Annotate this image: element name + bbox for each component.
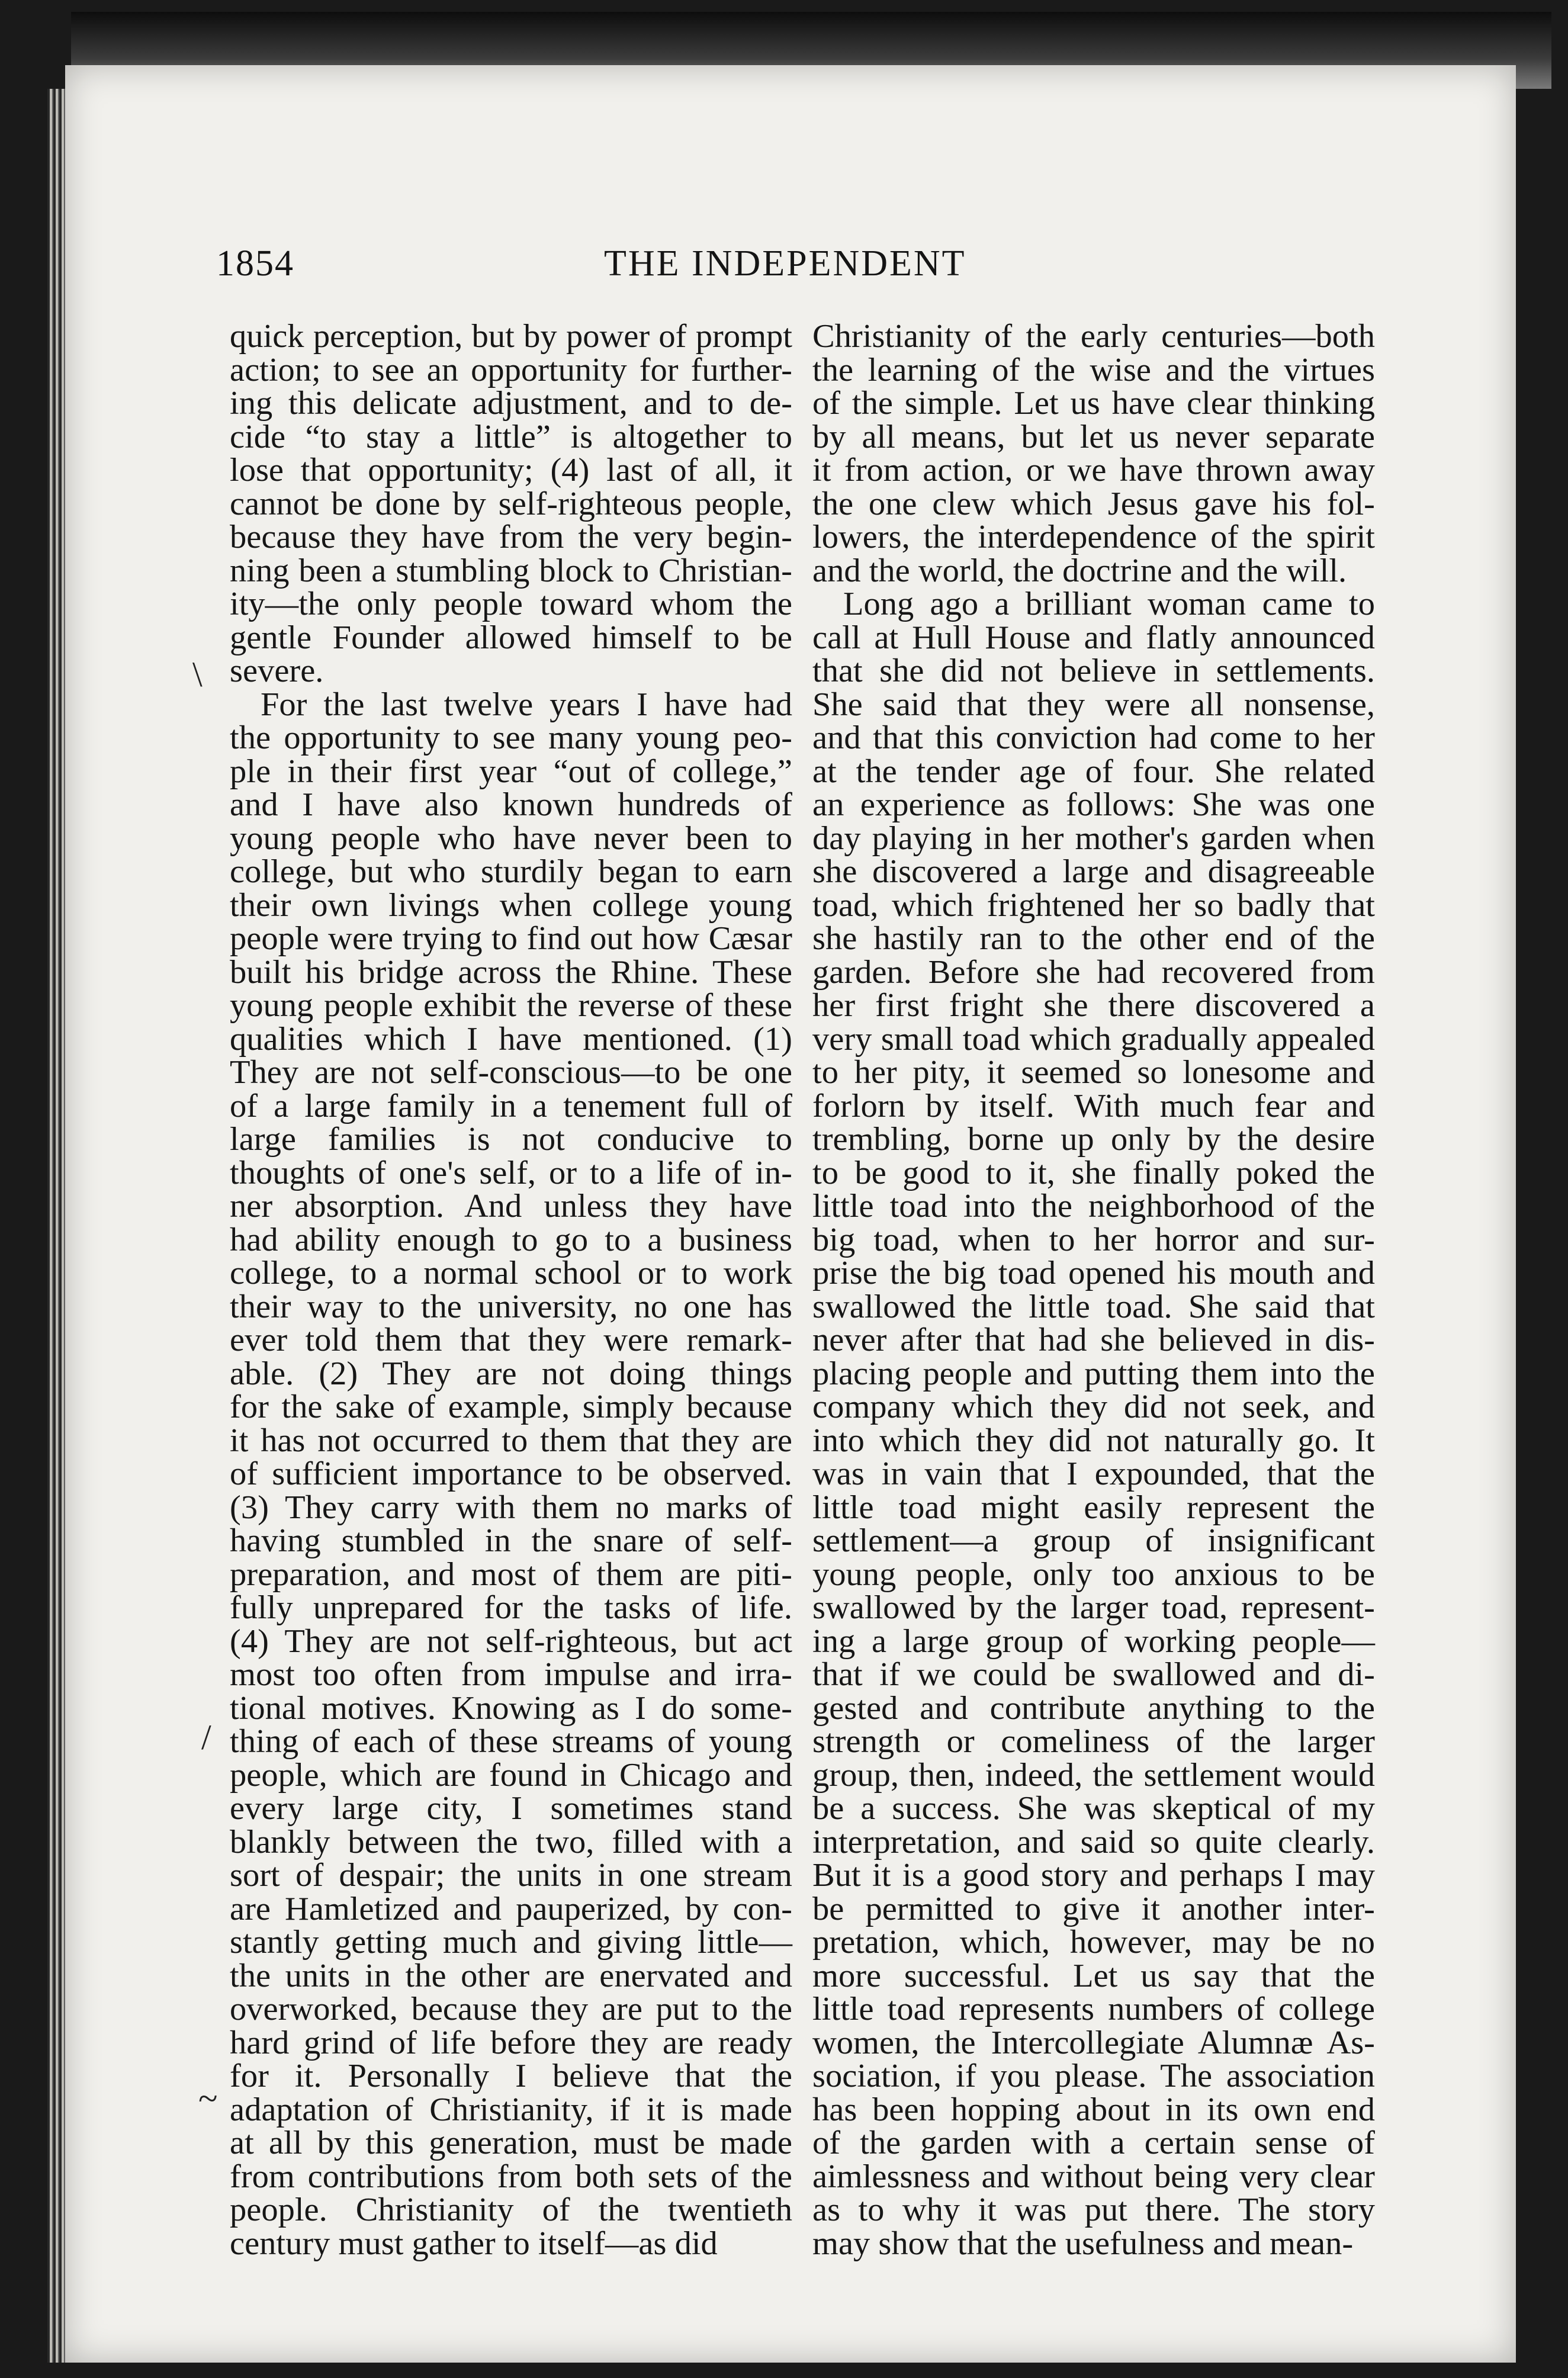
text-line: of sufficient importance to be observed. (230, 1455, 792, 1492)
text-line: lowers, the interdependence of the spirit (812, 519, 1375, 555)
text-line: large families is not conducive to (230, 1121, 792, 1158)
text-line: overworked, because they are put to the (230, 1991, 792, 2027)
margin-pencil-mark: ~ (198, 2079, 218, 2118)
text-line: trembling, borne up only by the desire (812, 1121, 1375, 1158)
text-line: very small toad which gradually appealed (812, 1020, 1375, 1058)
text-line: garden. Before she had recovered from (812, 953, 1375, 991)
left-text-column (230, 320, 792, 2260)
text-line: little toad represents numbers of college (812, 1991, 1375, 2027)
text-line: of a large family in a tenement full of (230, 1087, 792, 1124)
text-line: it from action, or we have thrown away (812, 452, 1375, 489)
text-line: ner absorption. And unless they have (230, 1188, 792, 1225)
text-line: cide “to stay a little” is altogether to (230, 418, 792, 455)
text-line: ever told them that they were remark- (230, 1322, 792, 1358)
text-line: young people exhibit the reverse of these (230, 987, 792, 1024)
text-line: ple in their first year “out of college,” (230, 753, 792, 790)
text-line: But it is a good story and perhaps I may (812, 1857, 1375, 1894)
text-line: women, the Intercollegiate Alumnæ As- (812, 2024, 1375, 2061)
text-line: are Hamletized and pauperized, by con- (230, 1890, 792, 1927)
text-line: was in vain that I expounded, that the (812, 1455, 1375, 1492)
text-line: (3) They carry with them no marks of (230, 1489, 792, 1526)
journal-title: THE INDEPENDENT (604, 243, 966, 284)
text-line: to be good to it, she finally poked the (812, 1154, 1375, 1191)
book-page (65, 65, 1516, 2363)
text-line: never after that had she believed in dis- (812, 1322, 1375, 1358)
text-line: ning been a stumbling block to Christian- (230, 552, 792, 589)
text-line: people, which are found in Chicago and (230, 1756, 792, 1794)
text-line: interpretation, and said so quite clearly. (812, 1823, 1375, 1860)
text-line: day playing in her mother's garden when (812, 820, 1375, 857)
text-line: ity—the only people toward whom the (230, 586, 792, 622)
text-line: at all by this generation, must be made (230, 2125, 792, 2161)
text-line: of the simple. Let us have clear thinking (812, 385, 1375, 422)
text-line: preparation, and most of them are piti- (230, 1556, 792, 1593)
text-line: strength or comeliness of the larger (812, 1723, 1375, 1760)
text-line: ing a large group of working people— (812, 1622, 1375, 1660)
text-line: sort of despair; the units in one stream (230, 1857, 792, 1894)
right-text-column (812, 320, 1375, 2260)
text-line: the learning of the wise and the virtues (812, 351, 1375, 388)
text-line: group, then, indeed, the settlement would (812, 1756, 1375, 1794)
text-line: young people who have never been to (230, 820, 792, 857)
text-line: She said that they were all nonsense, (812, 686, 1375, 723)
text-line: toad, which frightened her so badly that (812, 886, 1375, 924)
text-line: her first fright she there discovered a (812, 987, 1375, 1024)
text-line: thoughts of one's self, or to a life of in- (230, 1154, 792, 1191)
text-line: placing people and putting them into the (812, 1355, 1375, 1392)
text-line: For the last twelve years I have had (261, 686, 792, 723)
text-line: an experience as follows: She was one (812, 786, 1375, 823)
text-line: adaptation of Christianity, if it is made (230, 2091, 792, 2128)
text-line: college, to a normal school or to work (230, 1255, 792, 1291)
text-line: that if we could be swallowed and di- (812, 1656, 1375, 1693)
text-line: aimlessness and without being very clear (812, 2158, 1375, 2195)
text-line: people. Christianity of the twentieth (230, 2191, 792, 2228)
text-line: lose that opportunity; (4) last of all, it (230, 452, 792, 489)
text-line: swallowed the little toad. She said that (812, 1288, 1375, 1325)
text-line: company which they did not seek, and (812, 1389, 1375, 1425)
margin-pencil-mark: \ (192, 655, 203, 694)
text-line: ing this delicate adjustment, and to de- (230, 385, 792, 422)
text-line: fully unprepared for the tasks of life. (230, 1589, 792, 1626)
text-line: college, but who sturdily began to earn (230, 853, 792, 890)
text-line: to her pity, it seemed so lonesome and (812, 1054, 1375, 1091)
text-line: the one clew which Jesus gave his fol- (812, 485, 1375, 522)
text-line: the units in the other are enervated and (230, 1957, 792, 1994)
text-line: hard grind of life before they are ready (230, 2024, 792, 2061)
text-line: she hastily ran to the other end of the (812, 920, 1375, 957)
text-line: cannot be done by self-righteous people, (230, 485, 792, 522)
text-line: (4) They are not self-righteous, but act (230, 1622, 792, 1660)
text-line: settlement—a group of insignificant (812, 1522, 1375, 1559)
text-line: little toad might easily represent the (812, 1489, 1375, 1526)
page-number: 1854 (216, 243, 294, 284)
text-line: their way to the university, no one has (230, 1288, 792, 1325)
text-line: little toad into the neighborhood of the (812, 1188, 1375, 1225)
text-line: having stumbled in the snare of self- (230, 1522, 792, 1559)
text-line: more successful. Let us say that the (812, 1957, 1375, 1994)
text-line: may show that the usefulness and mean- (812, 2225, 1354, 2262)
text-line: from contributions from both sets of the (230, 2158, 792, 2195)
text-line: be permitted to give it another inter- (812, 1890, 1375, 1927)
text-line: people were trying to find out how Cæsar (230, 920, 792, 957)
text-line: swallowed by the larger toad, represent- (812, 1589, 1375, 1626)
text-line: century must gather to itself—as did (230, 2225, 718, 2262)
text-line: able. (2) They are not doing things (230, 1355, 792, 1392)
text-line: as to why it was put there. The story (812, 2191, 1375, 2228)
text-line: she discovered a large and disagreeable (812, 853, 1375, 890)
text-line: every large city, I sometimes stand (230, 1790, 792, 1827)
text-line: prise the big toad opened his mouth and (812, 1255, 1375, 1291)
text-line: has been hopping about in its own end (812, 2091, 1375, 2128)
text-line: stantly getting much and giving little— (230, 1924, 792, 1961)
text-line: their own livings when college young (230, 886, 792, 924)
text-line: action; to see an opportunity for further- (230, 351, 792, 388)
text-line: Long ago a brilliant woman came to (843, 586, 1375, 622)
text-line: into which they did not naturally go. It (812, 1422, 1375, 1459)
text-line: blankly between the two, filled with a (230, 1823, 792, 1860)
text-line: and that this conviction had come to her (812, 719, 1375, 756)
text-line: most too often from impulse and irra- (230, 1656, 792, 1693)
text-line: pretation, which, however, may be no (812, 1924, 1375, 1961)
text-line: had ability enough to go to a business (230, 1221, 792, 1258)
text-line: for the sake of example, simply because (230, 1389, 792, 1425)
text-line: Christianity of the early centuries—both (812, 318, 1375, 355)
text-line: for it. Personally I believe that the (230, 2058, 792, 2094)
text-line: of the garden with a certain sense of (812, 2125, 1375, 2161)
running-header (65, 243, 1516, 302)
text-line: tional motives. Knowing as I do some- (230, 1689, 792, 1727)
text-line: because they have from the very begin- (230, 519, 792, 555)
text-line: severe. (230, 653, 324, 689)
text-line: the opportunity to see many young peo- (230, 719, 792, 756)
text-line: qualities which I have mentioned. (1) (230, 1020, 792, 1058)
text-line: and I have also known hundreds of (230, 786, 792, 823)
text-line: forlorn by itself. With much fear and (812, 1087, 1375, 1124)
text-line: be a success. She was skeptical of my (812, 1790, 1375, 1827)
text-line: built his bridge across the Rhine. These (230, 953, 792, 991)
text-line: sociation, if you please. The association (812, 2058, 1375, 2094)
text-line: and the world, the doctrine and the will. (812, 552, 1347, 589)
text-line: that she did not believe in settlements. (812, 653, 1375, 689)
text-line: They are not self-conscious—to be one (230, 1054, 792, 1091)
text-line: thing of each of these streams of young (230, 1723, 792, 1760)
text-line: young people, only too anxious to be (812, 1556, 1375, 1593)
text-line: by all means, but let us never separate (812, 418, 1375, 455)
text-line: gested and contribute anything to the (812, 1689, 1375, 1727)
text-line: gentle Founder allowed himself to be (230, 619, 792, 656)
text-line: it has not occurred to them that they are (230, 1422, 792, 1459)
margin-pencil-mark: / (201, 1718, 211, 1757)
text-line: big toad, when to her horror and sur- (812, 1221, 1375, 1258)
text-line: at the tender age of four. She related (812, 753, 1375, 790)
text-line: quick perception, but by power of prompt (230, 318, 792, 355)
text-line: call at Hull House and flatly announced (812, 619, 1375, 656)
